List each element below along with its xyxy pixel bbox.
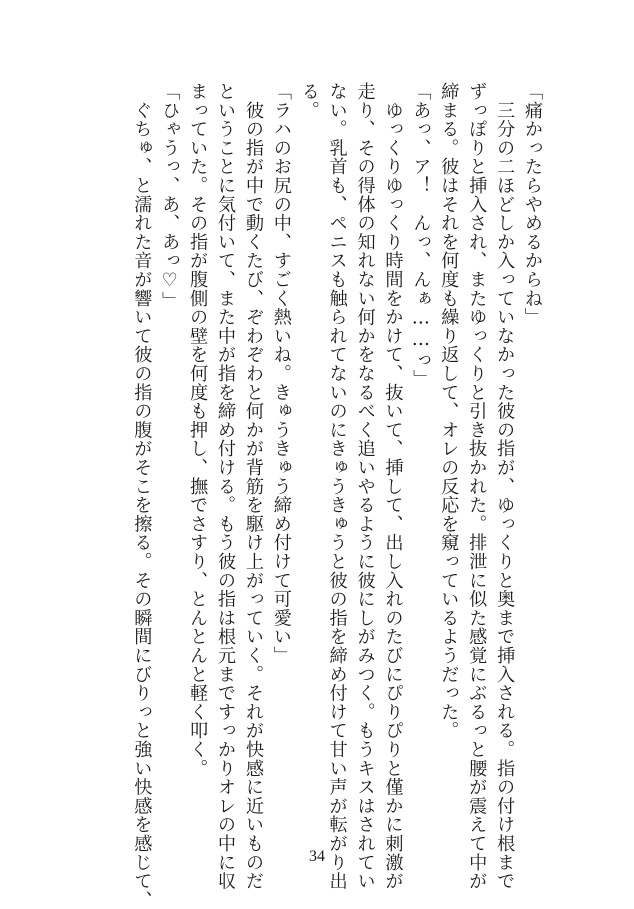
text-line: ぐちゅ、と濡れた音が響いて彼の指の腹がそこを擦る。その瞬間にびりっと強い快感を感じて、	[131, 82, 153, 909]
text-line: 「痛かったらやめるからね」	[522, 82, 543, 327]
text-line: 三分の二ほどしか入っていなかった彼の指が、ゆっくりと奥まで挿入される。指の付け根まで	[494, 82, 516, 891]
text-line: 「ラハのお尻の中、すごく熱いね。きゅうきゅう締め付けて可愛い」	[270, 82, 292, 665]
text-line: ずっぽりと挿入され、またゆっくりと引き抜かれた。排泄に似た感覚にぶるっと腰が震えて中が	[466, 82, 488, 891]
page-number: 34	[309, 848, 325, 865]
text-line: 「あっ、ア！ んっ、んぁ……っ」	[410, 82, 432, 389]
text-line: ということに気付いて、また中が指を締め付ける。もう彼の指は根元まですっかりオレの中に収	[215, 82, 237, 891]
text-line: 彼の指が中で動くたび、ぞわぞわと何かが背筋を駆け上がっていく。それが快感に近いものだ	[242, 82, 264, 891]
text-line: ゆっくりゆっくり時間をかけて、抜いて、挿して、出し入れのたびにぴりぴりと僅かに刺激が	[382, 82, 404, 891]
text-line: る。	[298, 82, 320, 120]
text-line: 走り、その得体の知れない何かをなるべく追いやるように彼にしがみつく。もうキスはされてい	[354, 82, 376, 891]
text-line: 「ひゃうっ、あ、あっ♡」	[159, 82, 181, 311]
text-line: 締まる。彼はそれを何度も繰り返して、オレの反応を窺っているようだった。	[438, 82, 460, 740]
text-line: ない。乳首も、ペニスも触られてないのにきゅうきゅうと彼の指を締め付けて甘い声が転がり出	[326, 82, 348, 891]
text-line: まっていた。その指が腹側の壁を何度も押し、撫でさすり、とんとんと軽く叩く。	[187, 82, 209, 778]
